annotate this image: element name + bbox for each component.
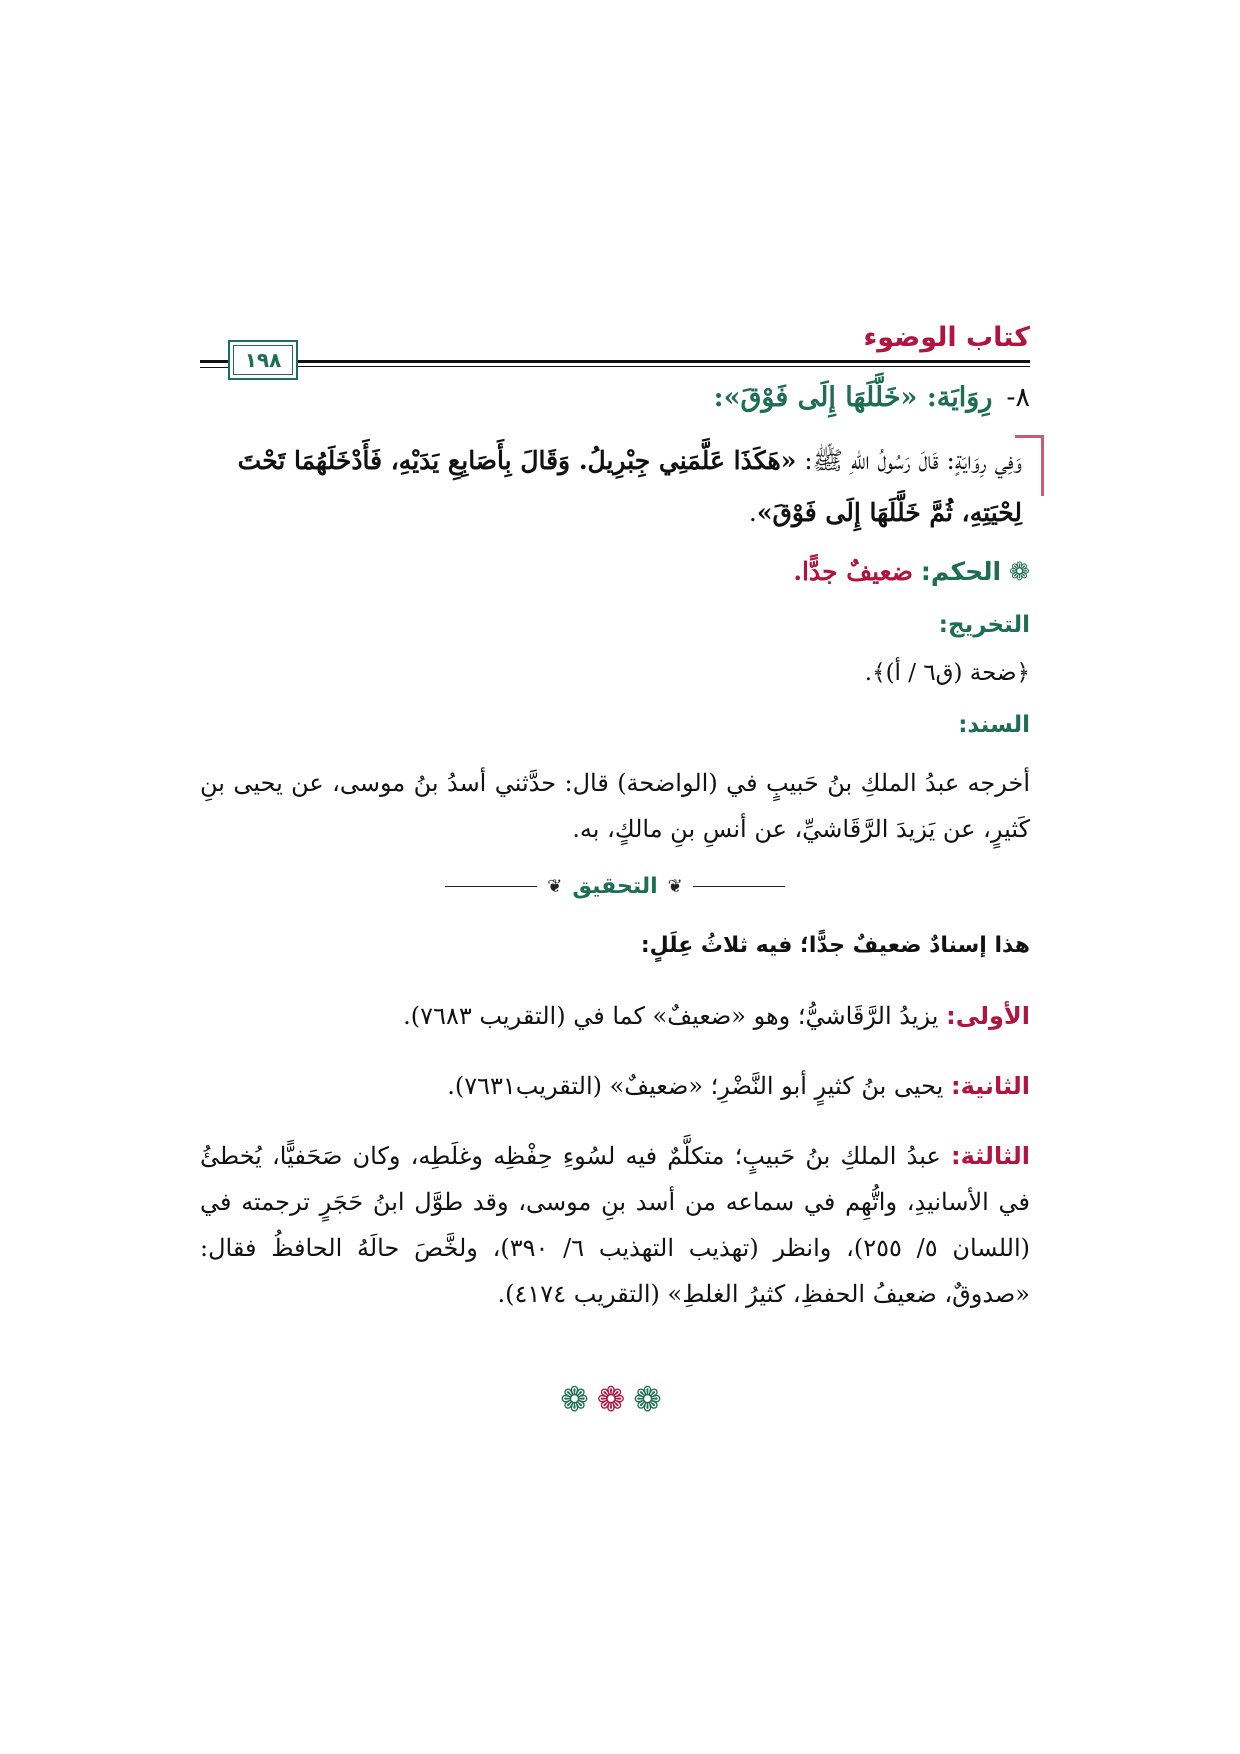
divider-line (693, 886, 785, 887)
illa-second-text: يحيى بنُ كثيرٍ أبو النَّضْرِ؛ «ضعيفٌ» (التقريب٧٦٣١). (447, 1072, 944, 1100)
divider-ornament-icon: ❦ (547, 876, 563, 897)
page (200, 300, 1030, 1420)
header-rule-tail (200, 360, 230, 368)
section-title (200, 382, 1030, 413)
page-number-badge (228, 340, 298, 380)
page-number: ١٩٨ (233, 345, 293, 375)
tahqiq-divider (445, 874, 785, 899)
illa-third-key: الثالثة: (950, 1142, 1030, 1170)
section-number: ٨- (1006, 382, 1030, 413)
flower-icon: ❁ (560, 1380, 597, 1420)
divider-line (445, 886, 537, 887)
flower-icon: ❁ (633, 1380, 670, 1420)
footer-ornament (200, 1380, 1030, 1420)
sanad-text: أخرجه عبدُ الملكِ بنُ حَبيبٍ في (الواضحة) قال: حدَّثني أسدُ بنُ موسى، عن يحيى بنِ كَثيرٍ، عن يَزيدَ الرَّقَاشيِّ، عن أنسِ بنِ مالكٍ، به. (200, 769, 1030, 843)
ruling (200, 557, 1030, 586)
illa-third (200, 1133, 1030, 1317)
sanad-heading: السند: (958, 712, 1030, 738)
flower-icon: ❁ (1009, 557, 1030, 586)
illa-second (200, 1063, 1030, 1109)
takhrij-heading: التخريج: (938, 612, 1030, 638)
running-header (200, 300, 1030, 370)
hadith-matn: «هَكَذَا عَلَّمَنِي جِبْرِيلُ. وَقَالَ بِأَصَابِعِ يَدَيْهِ، فَأَدْخَلَهُمَا تَحْتَ لِحْيَتِهِ، ثُمَّ خَلَّلَهَا إِلَى فَوْقَ» (237, 446, 1022, 527)
header-rule (260, 360, 1030, 363)
illa-first-key: الأولى: (946, 1002, 1030, 1030)
hadith-end: . (748, 498, 757, 527)
hadith-intro: وَفِي رِوَايَةٍ: قَالَ رَسُولُ اللهِ ﷺ: (796, 446, 1022, 475)
illa-first (200, 993, 1030, 1039)
takhrij-text: ﴿ضحة (ق٦ / أ)﴾. (864, 660, 1030, 686)
tahqiq-intro: هذا إسنادٌ ضعيفٌ جدًّا؛ فيه ثلاثُ عِلَلٍ: (640, 933, 1030, 958)
illa-second-key: الثانية: (950, 1072, 1030, 1100)
hadith-text (200, 435, 1030, 539)
section-heading: رِوَايَة: «خَلَّلَهَا إِلَى فَوْقَ»: (713, 382, 993, 413)
corner-ornament (1015, 435, 1044, 496)
ruling-value: ضعيفٌ جدًّا. (793, 557, 913, 586)
header-rule-thin (260, 366, 1030, 367)
flower-icon: ❁ (596, 1380, 634, 1420)
illa-third-text: عبدُ الملكِ بنُ حَبيبٍ؛ متكلَّمٌ فيه لسُوءِ حِفْظِه وغلَطِه، وكان صَحَفيًّا، يُخطئُ في الأسانيدِ، واتُّهِم في سماعه من أسد بنِ موسى، وقد طوَّل ابنُ حَجَرٍ ترجمته في (اللسان ٥/ ٢٥٥)، وانظر (تهذيب التهذيب ٦/ ٣٩٠)، ولخَّصَ حالَهُ الحافظُ فقال: «صدوقٌ، ضعيفُ الحفظِ، كثيرُ الغلطِ» (التقريب ٤١٧٤). (200, 1142, 1030, 1308)
illa-first-text: يزيدُ الرَّقَاشيُّ؛ وهو «ضعيفٌ» كما في (التقريب ٧٦٨٣). (403, 1002, 939, 1030)
divider-ornament-icon: ❦ (667, 876, 683, 897)
tahqiq-heading: التحقيق (572, 874, 658, 899)
book-title: كتاب الوضوء (863, 322, 1030, 353)
ruling-label: الحكم: (920, 557, 1002, 586)
